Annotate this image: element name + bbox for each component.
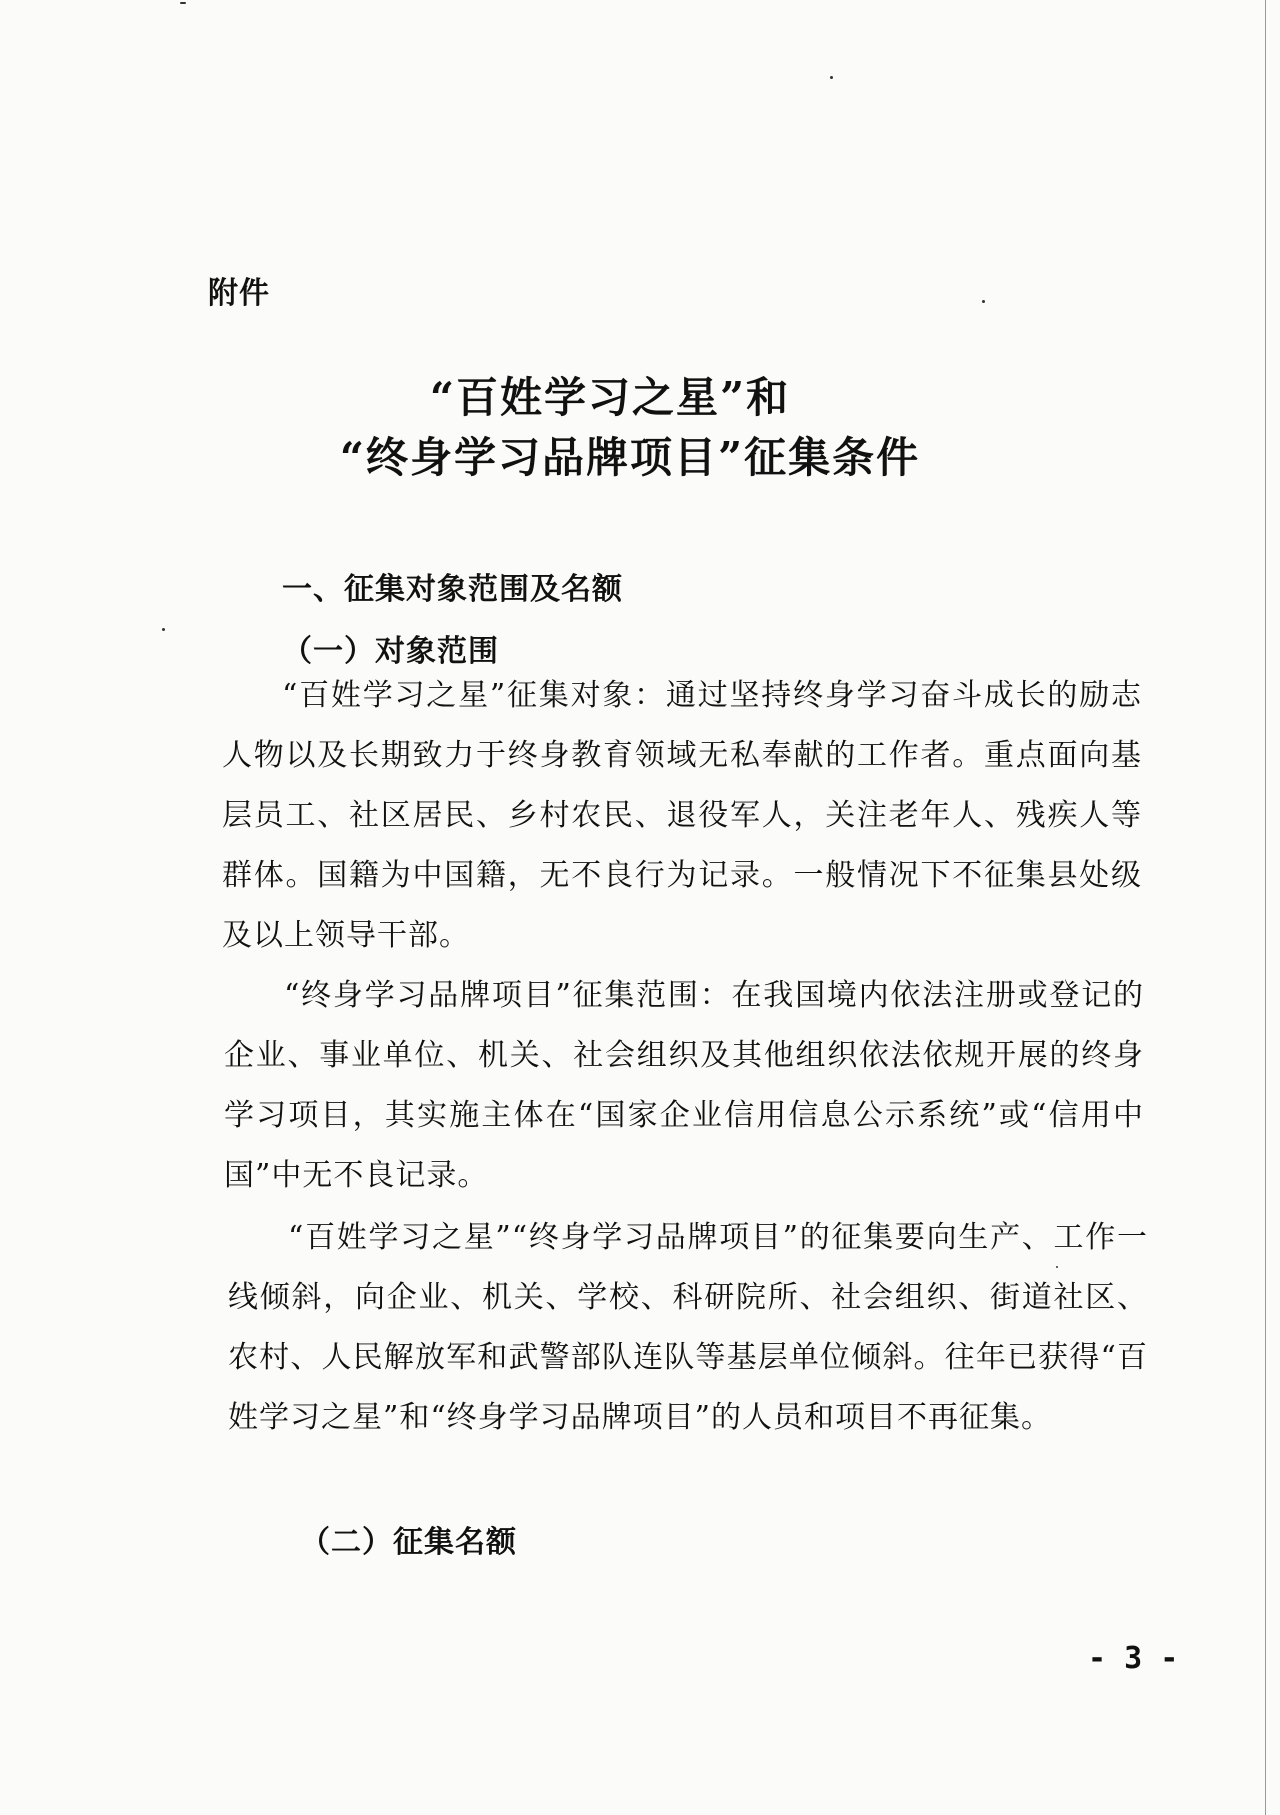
scan-speck <box>830 76 833 79</box>
scan-edge-line <box>1265 0 1266 1815</box>
scan-speck <box>162 628 165 631</box>
scan-speck <box>1056 1266 1058 1268</box>
paragraph-3: “百姓学习之星”“终身学习品牌项目”的征集要向生产、工作一线倾斜，向企业、机关、学校、科研院所、社会组织、街道社区、农村、人民解放军和武警部队连队等基层单位倾斜。往年已获得“百姓学习之星”和“终身学习品牌项目”的人员和项目不再征集。 <box>228 1220 1148 1435</box>
paragraph-3-container <box>228 1208 1148 1448</box>
paragraph-2-container <box>224 966 1144 1206</box>
subsection1-heading: （一）对象范围 <box>282 634 499 669</box>
subsection2-heading: （二）征集名额 <box>300 1525 517 1560</box>
attachment-label: 附件 <box>208 276 270 311</box>
paragraph-2: “终身学习品牌项目”征集范围：在我国境内依法注册或登记的企业、事业单位、机关、社会组织及其他组织依法依规开展的终身学习项目，其实施主体在“国家企业信用信息公示系统”或“信用中国”中无不良记录。 <box>224 978 1144 1193</box>
document-title-line2: “终身学习品牌项目”征集条件 <box>339 433 921 482</box>
paragraph-1: “百姓学习之星”征集对象：通过坚持终身学习奋斗成长的励志人物以及长期致力于终身教育领域无私奉献的工作者。重点面向基层员工、社区居民、乡村农民、退役军人，关注老年人、残疾人等群体。国籍为中国籍，无不良行为记录。一般情况下不征集县处级及以上领导干部。 <box>222 678 1142 953</box>
page-number: - 3 - <box>1088 1641 1179 1676</box>
section1-heading: 一、征集对象范围及名额 <box>282 572 623 607</box>
scan-speck <box>180 2 186 4</box>
document-title-line1: “百姓学习之星”和 <box>429 373 791 422</box>
paragraph-1-container <box>222 666 1142 966</box>
scan-speck <box>982 300 985 303</box>
